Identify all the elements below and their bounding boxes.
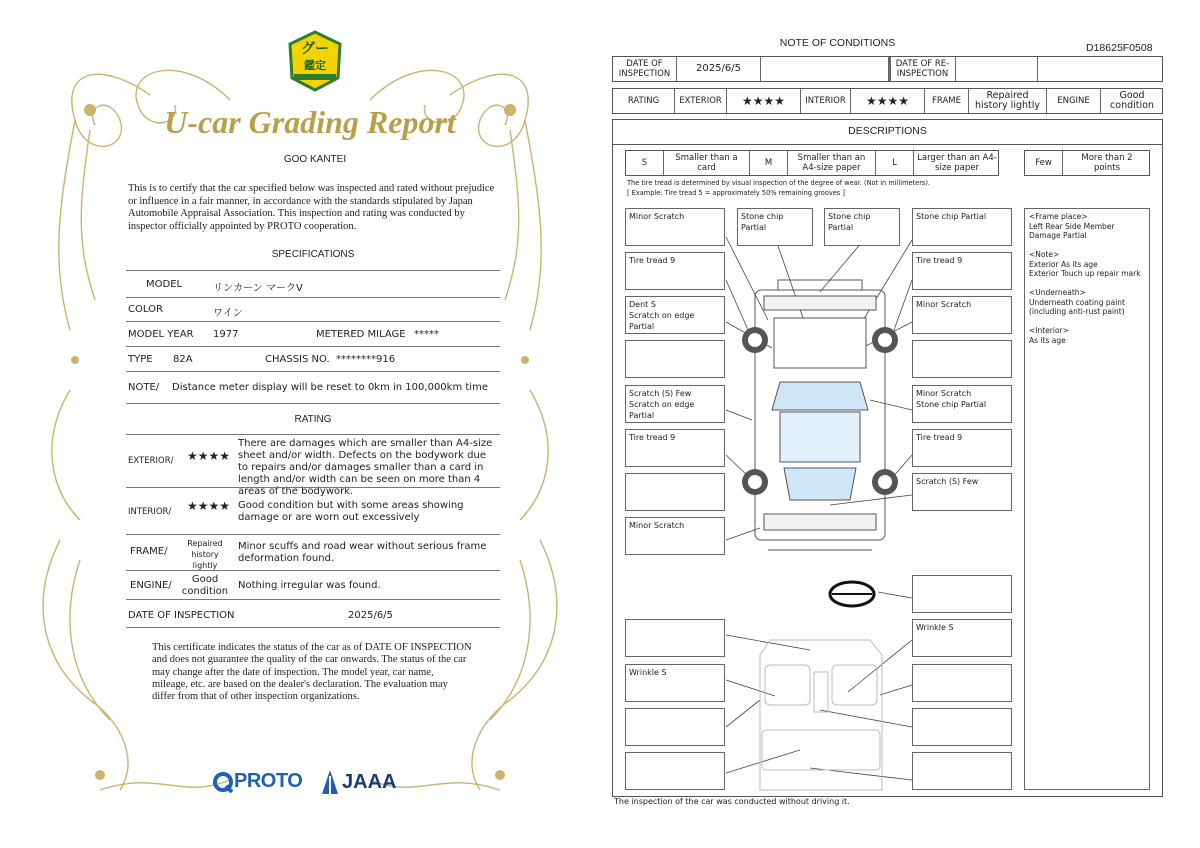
condition-box-right-7: Scratch (S) Few — [912, 473, 1012, 511]
condition-box-right-3: Minor Scratch — [912, 296, 1012, 334]
engine-value: Good condition — [1110, 90, 1154, 111]
condition-box-front-center-left: Stone chip Partial — [737, 208, 813, 246]
interior-label: INTERIOR — [805, 96, 846, 106]
legend-desc-m: Smaller than an A4-size paper — [797, 153, 866, 173]
badge-bottom-text: 鑑定 — [304, 59, 326, 72]
jaaa-logo — [320, 769, 396, 795]
descriptions-heading: DESCRIPTIONS — [848, 125, 927, 137]
condition-box-left-6: Tire tread 9 — [625, 429, 725, 467]
condition-box-left-4 — [625, 340, 725, 378]
type-value: 82A — [173, 354, 193, 365]
tire-note-1: The tire tread is determined by visual inspection of the degree of wear. (Not in millimeters). — [627, 179, 931, 187]
condition-box-rear-left: Minor Scratch — [625, 517, 725, 555]
exterior-stars: ★★★★ — [187, 449, 231, 463]
engine-label: ENGINE — [1057, 96, 1090, 106]
condition-box-right-4 — [912, 340, 1012, 378]
legend-desc-s: Smaller than a card — [675, 153, 738, 173]
interior-label: INTERIOR/ — [128, 507, 172, 517]
conditions-page — [600, 0, 1200, 848]
steering-wheel-icon — [830, 582, 874, 606]
interior-box-left-2: Wrinkle S — [625, 664, 725, 702]
specifications-heading: SPECIFICATIONS — [271, 249, 355, 260]
proto-logo — [212, 770, 302, 793]
document-id: D18625F0508 — [1086, 42, 1153, 54]
frame-label: FRAME — [932, 96, 961, 106]
exterior-label: EXTERIOR/ — [128, 456, 174, 466]
legend-desc-few: More than 2 points — [1081, 153, 1133, 173]
condition-box-left-2: Tire tread 9 — [625, 252, 725, 290]
legend-code-l: L — [892, 158, 897, 168]
date-reinspection-label: DATE OF RE-INSPECTION — [895, 59, 950, 79]
frame-description: Minor scuffs and road wear without serious frame deformation found. — [238, 541, 487, 564]
frame-label: FRAME/ — [130, 546, 168, 557]
note-value: Distance meter display will be reset to 0km in 100,000km time — [172, 382, 488, 393]
badge-top-text: グー — [301, 41, 329, 57]
interior-box-left-3 — [625, 708, 725, 746]
exterior-label: EXTERIOR — [679, 96, 722, 106]
proto-logo-text: PROTO — [234, 770, 303, 792]
metered-value: ***** — [414, 329, 439, 340]
model-year-value: 1977 — [213, 329, 239, 340]
notes-panel: <Frame place> Left Rear Side Member Damage Partial <Note> Exterior As its age Exterior Touch up repair mark <Underneath> Underneath coating paint (including anti-rust paint) <Interior> As its age — [1024, 208, 1150, 790]
condition-box-left-7 — [625, 473, 725, 511]
color-label: COLOR — [128, 304, 163, 315]
interior-box-left-4 — [625, 752, 725, 790]
interior-box-left-1 — [625, 619, 725, 657]
interior-box-right-4 — [912, 752, 1012, 790]
condition-box-left-5: Scratch (S) Few Scratch on edge Partial — [625, 385, 725, 423]
condition-box-right-2: Tire tread 9 — [912, 252, 1012, 290]
report-title: U-car Grading Report — [164, 104, 456, 140]
date-of-inspection-label: DATE OF INSPECTION — [128, 610, 235, 621]
chassis-label: CHASSIS NO. — [265, 354, 330, 365]
condition-box-right-6: Tire tread 9 — [912, 429, 1012, 467]
interior-box-right-3 — [912, 708, 1012, 746]
model-label: MODEL — [146, 279, 183, 290]
interior-box-steering — [912, 575, 1012, 613]
chassis-value: ********916 — [336, 354, 396, 365]
rating-heading: RATING — [294, 414, 332, 425]
date-of-inspection-value: 2025/6/5 — [348, 610, 393, 621]
exterior-description: There are damages which are smaller than A4-size sheet and/or width. Defects on the bodywork due to repairs and/or damages smaller than a card in length and/or width can be seen on more than 4 areas of the bodywork. — [238, 438, 493, 497]
interior-description: Good condition but with some areas showing damage or are worn out excessively — [238, 500, 464, 523]
legend-code-few: Few — [1035, 158, 1052, 168]
type-label: TYPE — [128, 354, 153, 365]
engine-label: ENGINE/ — [130, 580, 172, 591]
note-label: NOTE/ — [128, 382, 160, 393]
engine-description: Nothing irregular was found. — [238, 580, 381, 591]
rating-label: RATING — [627, 96, 660, 106]
date-inspection-label: DATE OF INSPECTION — [618, 59, 671, 79]
jaaa-logo-text: JAAA — [342, 770, 397, 793]
tire-note-2: [ Example: Tire tread 5 = approximately 50% remaining grooves ] — [627, 189, 845, 197]
date-inspection-value: 2025/6/5 — [696, 63, 741, 74]
condition-box-front-center-right: Stone chip Partial — [824, 208, 900, 246]
engine-value: Good condition — [181, 574, 229, 597]
condition-box-front-left: Minor Scratch — [625, 208, 725, 246]
legend-desc-l: Larger than an A4-size paper — [917, 153, 997, 173]
inspection-footer-note: The inspection of the car was conducted without driving it. — [614, 797, 850, 806]
legend-code-m: M — [764, 158, 773, 168]
interior-box-right-2 — [912, 664, 1012, 702]
goo-kantei-badge — [288, 30, 342, 92]
report-subtitle: GOO KANTEI — [283, 154, 347, 165]
interior-box-right-1: Wrinkle S — [912, 619, 1012, 657]
metered-label: METERED MILAGE — [316, 329, 406, 340]
interior-stars: ★★★★ — [865, 94, 910, 108]
model-value: リンカーン マークV — [213, 283, 303, 294]
model-year-label: MODEL YEAR — [128, 329, 194, 340]
legend-code-s: S — [641, 158, 648, 168]
color-value: ワイン — [213, 308, 243, 319]
interior-stars: ★★★★ — [187, 499, 231, 513]
condition-box-right-5: Minor Scratch Stone chip Partial — [912, 385, 1012, 423]
condition-box-front-right: Stone chip Partial — [912, 208, 1012, 246]
frame-value: Repaired history lightly — [187, 539, 223, 570]
exterior-stars: ★★★★ — [741, 94, 786, 108]
certificate-footer: This certificate indicates the status of the car as of DATE OF INSPECTION and does not guarantee the quality of the car onwards. The status of the car may change after the date of inspection. The model year, car name, mileage, etc. are based on the dealer's declaration. The evaluation may differ from that of other inspection organizations. — [152, 642, 472, 703]
frame-value: Repaired history lightly — [974, 90, 1040, 111]
condition-box-left-3: Dent S Scratch on edge Partial — [625, 296, 725, 334]
conditions-title: NOTE OF CONDITIONS — [779, 37, 896, 49]
certify-paragraph: This is to certify that the car specified below was inspected and rated without prejudice or influence in a fair manner, in accordance with the standards stipulated by Japan Automobile Appraisal Association. This inspection and rating was conducted by inspector officially appointed by PROTO cooperation. — [128, 183, 495, 232]
